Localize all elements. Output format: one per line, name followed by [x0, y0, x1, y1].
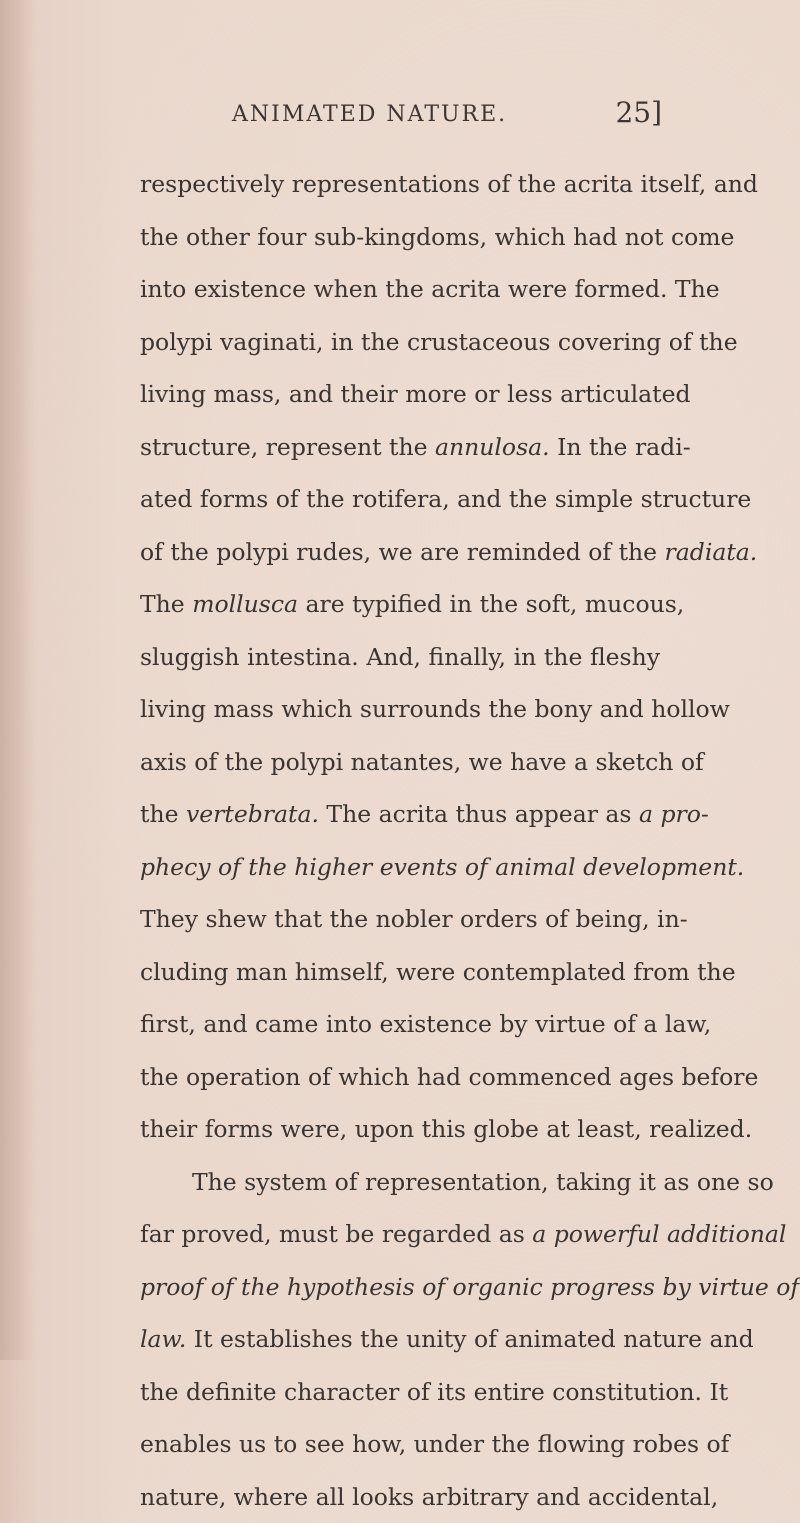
text-line: the vertebrata. The acrita thus appear as a pro- [140, 788, 660, 841]
text-line: axis of the polypi natantes, we have a sketch of [140, 736, 660, 789]
paragraph-start-line: The system of representation, taking it as one so [140, 1156, 660, 1209]
text-line: first, and came into existence by virtue of a law, [140, 998, 660, 1051]
text-line: proof of the hypothesis of organic progress by virtue of [140, 1261, 660, 1314]
text-line: the other four sub-kingdoms, which had not come [140, 211, 660, 264]
text-line: They shew that the nobler orders of being, in- [140, 893, 660, 946]
running-head [232, 96, 662, 136]
text-line: living mass, and their more or less articulated [140, 368, 660, 421]
body-text [140, 158, 660, 1523]
page-number: 25] [615, 96, 662, 129]
text-line: the definite character of its entire constitution. It [140, 1366, 660, 1419]
text-line: cluding man himself, were contemplated from the [140, 946, 660, 999]
text-line: law. It establishes the unity of animated nature and [140, 1313, 660, 1366]
running-title: ANIMATED NATURE. [232, 102, 507, 127]
text-line: phecy of the higher events of animal development. [140, 841, 660, 894]
text-line: living mass which surrounds the bony and hollow [140, 683, 660, 736]
text-line: the operation of which had commenced ages before [140, 1051, 660, 1104]
text-line: The mollusca are typified in the soft, mucous, [140, 578, 660, 631]
text-line: respectively representations of the acrita itself, and [140, 158, 660, 211]
text-line: structure, represent the annulosa. In the radi- [140, 421, 660, 474]
page-gutter-shadow [0, 0, 34, 1360]
text-line: ated forms of the rotifera, and the simple structure [140, 473, 660, 526]
text-line: nature, where all looks arbitrary and accidental, [140, 1471, 660, 1523]
text-line: into existence when the acrita were formed. The [140, 263, 660, 316]
text-line: far proved, must be regarded as a powerful additional [140, 1208, 660, 1261]
text-line: polypi vaginati, in the crustaceous covering of the [140, 316, 660, 369]
text-line: sluggish intestina. And, finally, in the fleshy [140, 631, 660, 684]
text-line: their forms were, upon this globe at least, realized. [140, 1103, 660, 1156]
text-line: enables us to see how, under the flowing robes of [140, 1418, 660, 1471]
text-line: of the polypi rudes, we are reminded of the radiata. [140, 526, 660, 579]
